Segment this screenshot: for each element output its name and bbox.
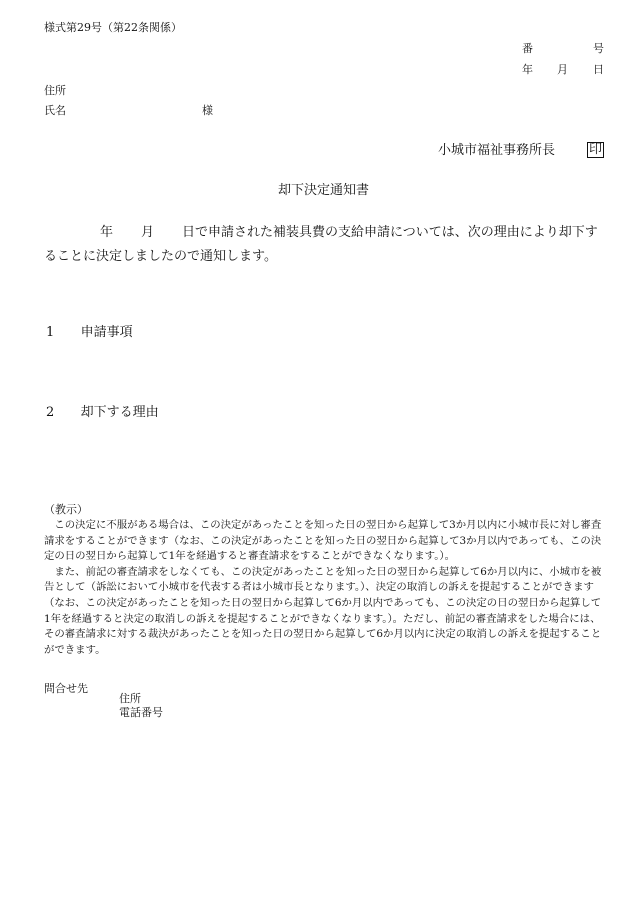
instruction-body (44, 518, 606, 658)
document-title: 却下決定通知書 (278, 183, 370, 198)
contact-heading: 問合せ先 (44, 682, 88, 695)
instruction-paragraph-1: この決定に不服がある場合は、この決定があったことを知った日の翌日から起算して3か月以内に小城市長に対し審査請求をすることができます（なお、この決定があったことを知った日の翌日から起算して3か月以内であっても、この決定の日の翌日から起算して1年を経過すると審査請求をすることができなくなります。）。 (44, 519, 602, 563)
instruction-heading: （教示） (44, 503, 88, 516)
intro-text: 日で申請された補装具費の支給申請については、次の理由により却下することに決定しましたので通知します。 (44, 225, 598, 264)
seal-mark: 印 (589, 142, 603, 157)
number-ban: 番 (522, 42, 533, 55)
recipient-name-label: 氏名 (44, 104, 66, 117)
section-number: 1 (46, 325, 55, 340)
contact-phone-label: 電話番号 (119, 706, 163, 719)
issuer-seal (587, 142, 604, 158)
issuer-name: 小城市福祉事務所長 (438, 143, 556, 158)
contact-address-label: 住所 (119, 692, 141, 705)
intro-paragraph (44, 221, 606, 269)
date-day: 日 (593, 63, 604, 76)
recipient-address-label: 住所 (44, 84, 66, 97)
number-gou: 号 (593, 42, 604, 55)
intro-year: 年 (100, 225, 114, 240)
form-number: 様式第29号（第22条関係） (44, 21, 182, 34)
instruction-paragraph-2: また、前記の審査請求をしなくても、この決定があったことを知った日の翌日から起算して6か月以内に、小城市を被告として（訴訟において小城市を代表する者は小城市長となります。）、決定の取消しの訴えを提起することができます（なお、この決定があったことを知った日の翌日から起算して6か月以内であっても、この決定の日の翌日から起算して1年を経過すると決定の取消しの訴えを提起することができなくなります。）。ただし、前記の審査請求をした場合には、その審査請求に対する裁決があったことを知った日の翌日から起算して6か月以内に決定の取消しの訴えを提起することができます。 (44, 565, 602, 656)
section-1 (46, 325, 133, 341)
section-number: 2 (46, 405, 55, 420)
recipient-honorific: 様 (202, 104, 213, 117)
date-month: 月 (557, 63, 568, 76)
section-2 (46, 405, 159, 421)
section-label: 申請事項 (80, 325, 133, 340)
intro-month: 月 (141, 225, 155, 240)
date-year: 年 (522, 63, 533, 76)
section-label: 却下する理由 (80, 405, 159, 420)
